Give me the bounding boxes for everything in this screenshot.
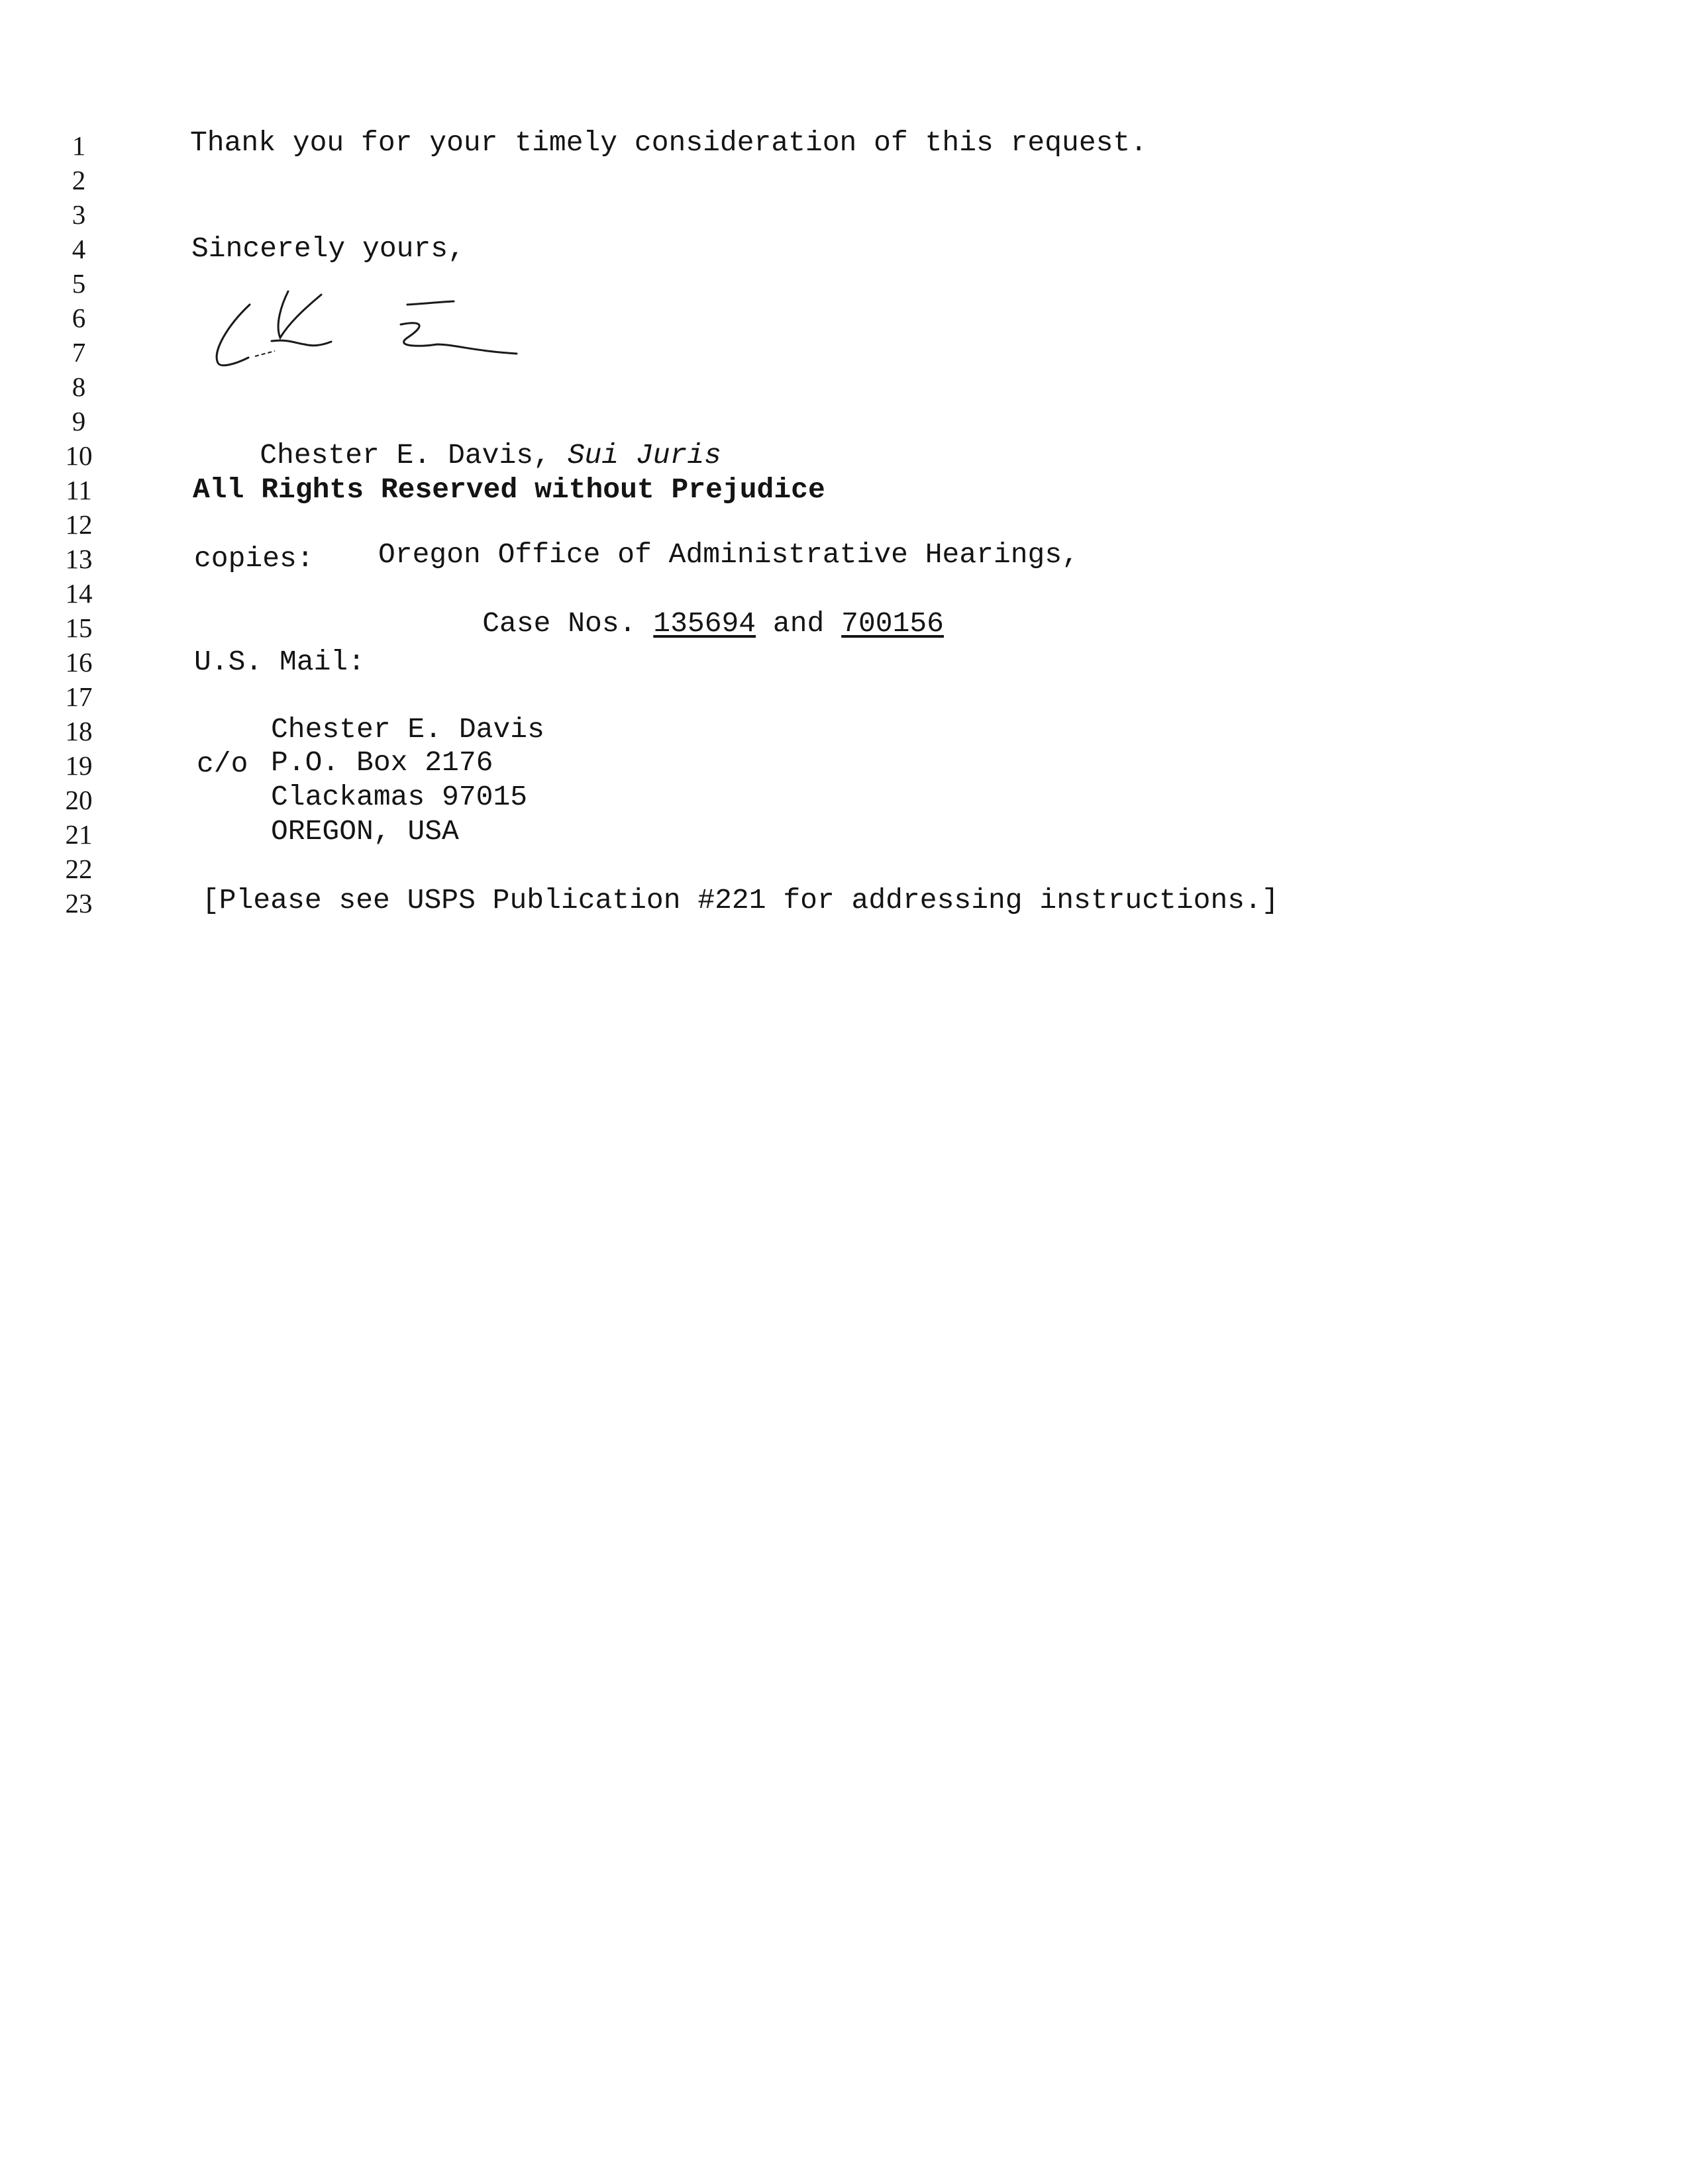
thanks-line: Thank you for your timely consideration of this request.: [190, 126, 1148, 159]
line-number: 4: [72, 234, 86, 264]
reservation-line: All Rights Reserved without Prejudice: [193, 473, 825, 506]
line-number: 19: [65, 750, 93, 781]
case-prefix: Case Nos.: [482, 607, 637, 640]
case-numbers-line: [414, 572, 944, 640]
line-number: 14: [65, 578, 93, 609]
line-number: 23: [65, 888, 93, 918]
line-number: 1: [72, 130, 86, 161]
line-number: 5: [72, 268, 86, 299]
line-number: 13: [65, 544, 93, 574]
line-number: 6: [72, 303, 86, 333]
address-city: Clackamas 97015: [271, 781, 528, 813]
signer-status: Sui Juris: [567, 439, 721, 472]
address-state: OREGON, USA: [271, 815, 459, 848]
line-number: 11: [66, 475, 92, 505]
signature: [209, 278, 527, 384]
line-number: 17: [65, 681, 93, 712]
signer-name: Chester E. Davis,: [260, 439, 550, 472]
line-number: 2: [72, 165, 86, 195]
line-number: 22: [65, 854, 93, 884]
line-number: 10: [65, 440, 93, 471]
line-number: 3: [72, 199, 86, 230]
address-box: P.O. Box 2176: [271, 746, 493, 779]
line-number: 20: [65, 785, 93, 815]
line-number: 21: [65, 819, 93, 850]
mail-label: U.S. Mail:: [194, 646, 366, 678]
line-number: 8: [72, 372, 86, 402]
address-co: c/o: [197, 748, 248, 780]
line-number: 7: [72, 337, 86, 368]
line-number: 16: [65, 647, 93, 677]
closing-line: Sincerely yours,: [191, 232, 465, 265]
copies-label: copies:: [194, 542, 314, 575]
address-name: Chester E. Davis: [271, 713, 544, 746]
line-number: 12: [65, 509, 93, 540]
addressing-note: [Please see USPS Publication #221 for addressing instructions.]: [202, 884, 1279, 917]
copies-recipient: Oregon Office of Administrative Hearings,: [378, 538, 1079, 571]
line-number: 15: [65, 613, 93, 643]
line-number: 18: [65, 716, 93, 746]
signer-line: [191, 404, 721, 472]
case-number-2: 700156: [841, 607, 944, 640]
case-number-1: 135694: [653, 607, 756, 640]
case-and: and: [772, 607, 825, 640]
line-number: 9: [72, 406, 86, 436]
